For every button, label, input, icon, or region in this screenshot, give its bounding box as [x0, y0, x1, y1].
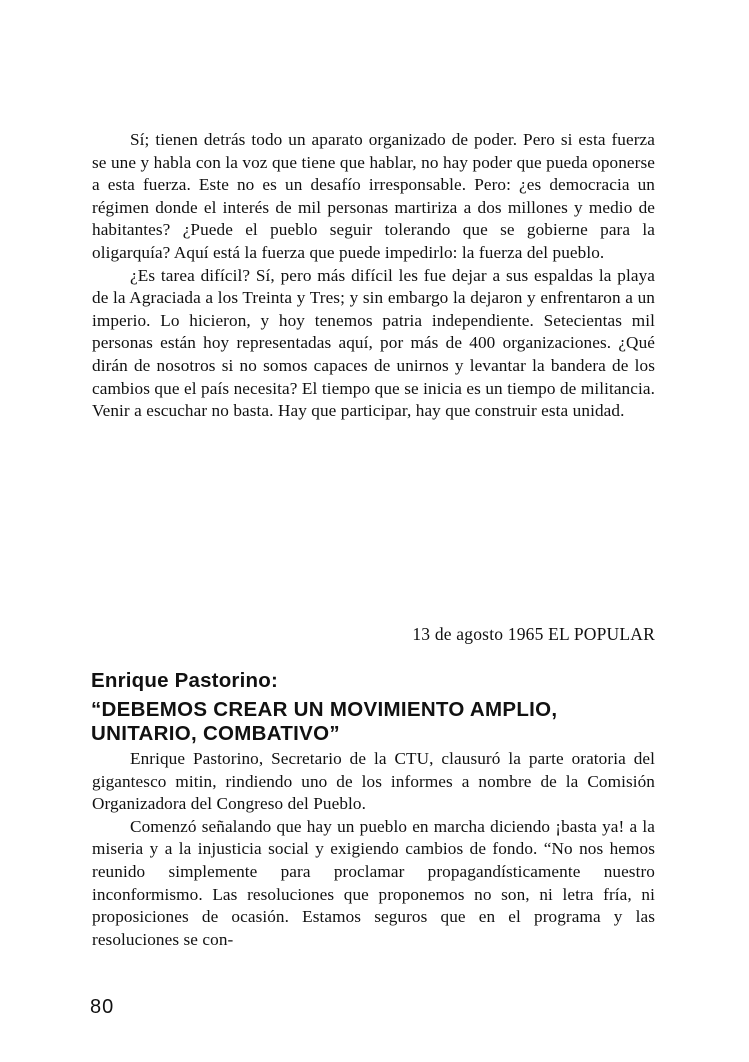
page-number: 80	[90, 996, 115, 1018]
body-paragraph: Sí; tienen detrás todo un aparato organizado de poder. Pero si esta fuerza se une y habla con la voz que tiene que hablar, no hay poder que pueda oponerse a esta fuerza. Este no es un desafío irresponsable. Pero: ¿es democracia un régimen donde el interés de mil personas martiriza a dos millones y medio de habitantes? ¿Puede el pueblo seguir tolerando que se gobierne para la oligarquía? Aquí está la fuerza que puede impedirlo: la fuerza del pueblo.	[92, 130, 655, 262]
continued-text-section	[92, 129, 655, 423]
body-paragraph: Enrique Pastorino, Secretario de la CTU, clausuró la parte oratoria del gigantesco mitin, rindiendo uno de los informes a nombre de la Comisión Organizadora del Congreso del Pueblo.	[92, 749, 655, 814]
article-headline: “DEBEMOS CREAR UN MOVIMIENTO AMPLIO, UNITARIO, COMBATIVO”	[91, 698, 558, 745]
article-body	[92, 748, 655, 951]
article-author: Enrique Pastorino:	[91, 669, 278, 692]
body-paragraph: Comenzó señalando que hay un pueblo en marcha diciendo ¡basta ya! a la miseria y a la injusticia social y exigiendo cambios de fondo. “No nos hemos reunido simplemente para proclamar propagandísticamente nuestro inconformismo. Las resoluciones que proponemos no son, ni letra fría, ni proposiciones de ocasión. Estamos seguros que en el programa y las resoluciones se con-	[92, 816, 655, 949]
source-dateline: 13 de agosto 1965 EL POPULAR	[412, 624, 655, 644]
body-paragraph: ¿Es tarea difícil? Sí, pero más difícil les fue dejar a sus espaldas la playa de la Agraciada a los Treinta y Tres; y sin embargo la dejaron y enfrentaron a un imperio. Lo hicieron, y hoy tenemos patria independiente. Setecientas mil personas están hoy representadas aquí, por más de 400 organizaciones. ¿Qué dirán de nosotros si no somos capaces de unirnos y levantar la bandera de los cambios que el país necesita? El tiempo que se inicia es un tiempo de militancia. Venir a escuchar no basta. Hay que participar, hay que construir esta unidad.	[92, 265, 655, 421]
